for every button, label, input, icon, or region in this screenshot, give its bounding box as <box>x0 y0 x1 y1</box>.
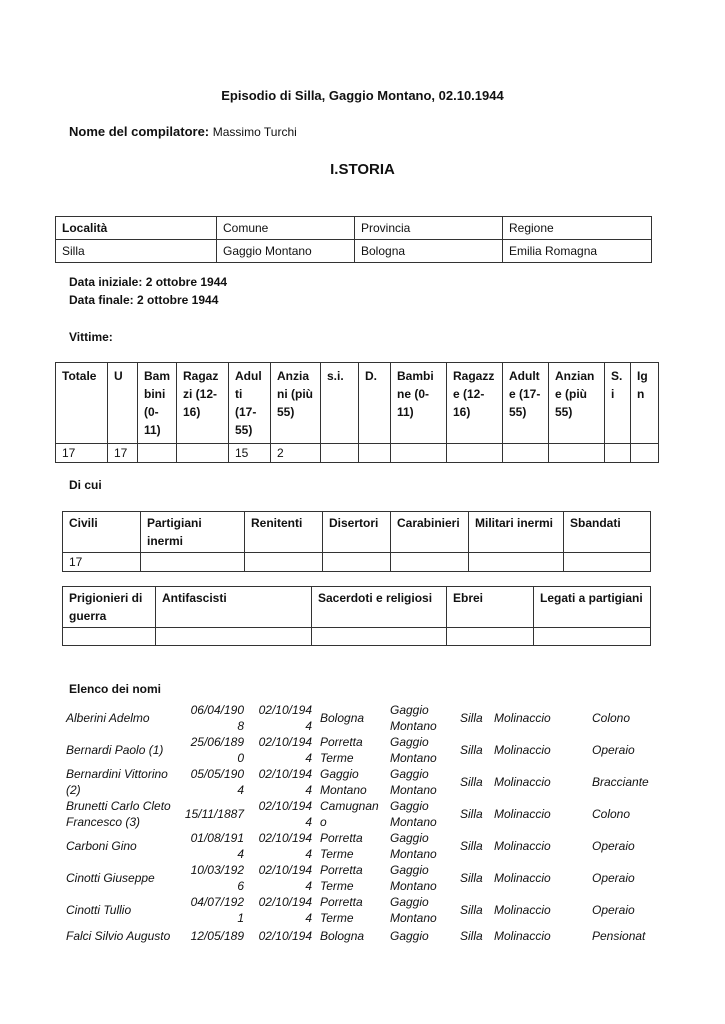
victims-value <box>605 444 631 463</box>
value-regione: Emilia Romagna <box>503 240 652 263</box>
death-date: 02/10/1944 <box>258 767 312 797</box>
dicui-value <box>245 553 323 572</box>
victims-header: U <box>108 363 138 444</box>
value-localita: Silla <box>56 240 217 263</box>
death-date: 02/10/1944 <box>258 831 312 861</box>
death-date: 02/10/1944 <box>258 863 312 893</box>
date-end: Data finale: 2 ottobre 1944 <box>69 293 219 307</box>
victims-header: Anziani (più 55) <box>271 363 321 444</box>
death-date: 02/10/194 <box>258 929 312 943</box>
victims-value: 15 <box>229 444 271 463</box>
table-row <box>62 702 662 734</box>
victims-label: Vittime: <box>69 330 113 344</box>
other-value <box>312 628 447 646</box>
table-row <box>62 926 662 946</box>
comune: Gaggio Montano <box>390 767 437 797</box>
victims-value <box>359 444 391 463</box>
place: Silla <box>460 711 483 725</box>
comune: Gaggio Montano <box>390 895 437 925</box>
locality: Molinaccio <box>494 903 551 917</box>
birthplace: Porretta Terme <box>320 735 363 765</box>
victims-header: D. <box>359 363 391 444</box>
dicui-header: Civili <box>63 512 141 553</box>
dicui-header: Sbandati <box>564 512 651 553</box>
birthplace: Bologna <box>320 929 365 943</box>
occupation: Colono <box>592 807 631 821</box>
victims-header: Adulte (17-55) <box>503 363 549 444</box>
dicui-header: Militari inermi <box>469 512 564 553</box>
birth-date: 06/04/1908 <box>190 703 244 733</box>
header-localita: Località <box>56 217 217 240</box>
occupation: Bracciante <box>592 775 649 789</box>
death-date: 02/10/1944 <box>258 735 312 765</box>
occupation: Operaio <box>592 743 635 757</box>
comune: Gaggio Montano <box>390 735 437 765</box>
section-title: I.STORIA <box>330 161 395 178</box>
victims-value <box>549 444 605 463</box>
victims-header: Totale <box>56 363 108 444</box>
dicui-value <box>564 553 651 572</box>
comune: Gaggio Montano <box>390 831 437 861</box>
date-start: Data iniziale: 2 ottobre 1944 <box>69 275 228 289</box>
names-label: Elenco dei nomi <box>69 682 162 696</box>
comune: Gaggio <box>390 929 429 943</box>
victims-value <box>631 444 659 463</box>
death-date: 02/10/1944 <box>258 799 312 829</box>
place: Silla <box>460 775 483 789</box>
document-title: Episodio di Silla, Gaggio Montano, 02.10.1944 <box>221 88 504 103</box>
other-value <box>156 628 312 646</box>
other-header: Legati a partigiani <box>534 587 651 628</box>
other-table <box>62 586 651 646</box>
header-provincia: Provincia <box>355 217 503 240</box>
dicui-label: Di cui <box>69 478 102 492</box>
birthplace: Porretta Terme <box>320 863 363 893</box>
victims-value <box>503 444 549 463</box>
birth-date: 25/06/1890 <box>190 735 244 765</box>
person-name: Brunetti Carlo Cleto Francesco (3) <box>66 799 171 829</box>
locality: Molinaccio <box>494 929 551 943</box>
birthplace: Bologna <box>320 711 365 725</box>
birth-date: 10/03/1926 <box>190 863 244 893</box>
victims-header: Ragazzi (12-16) <box>177 363 229 444</box>
dicui-table <box>62 511 651 572</box>
compiler-label: Nome del compilatore: <box>69 124 210 139</box>
person-name: Carboni Gino <box>66 839 137 853</box>
locality: Molinaccio <box>494 807 551 821</box>
person-name: Bernardi Paolo (1) <box>66 743 164 757</box>
birth-date: 01/08/1914 <box>190 831 244 861</box>
dicui-value <box>469 553 564 572</box>
table-row <box>62 798 662 830</box>
other-value <box>63 628 156 646</box>
place: Silla <box>460 839 483 853</box>
victims-header: Ign <box>631 363 659 444</box>
place: Silla <box>460 871 483 885</box>
other-value <box>447 628 534 646</box>
other-header: Prigionieri di guerra <box>63 587 156 628</box>
dicui-value <box>323 553 391 572</box>
victims-value <box>447 444 503 463</box>
table-row <box>62 734 662 766</box>
victims-table <box>55 362 659 463</box>
birthplace: Porretta Terme <box>320 831 363 861</box>
comune: Gaggio Montano <box>390 703 437 733</box>
birthplace: Camugnano <box>320 799 379 829</box>
dicui-header: Carabinieri <box>391 512 469 553</box>
birth-date: 05/05/1904 <box>190 767 244 797</box>
occupation: Operaio <box>592 871 635 885</box>
birthplace: Porretta Terme <box>320 895 363 925</box>
place: Silla <box>460 743 483 757</box>
header-regione: Regione <box>503 217 652 240</box>
place: Silla <box>460 807 483 821</box>
death-date: 02/10/1944 <box>258 703 312 733</box>
person-name: Cinotti Tullio <box>66 903 132 917</box>
other-header: Sacerdoti e religiosi <box>312 587 447 628</box>
dicui-value <box>141 553 245 572</box>
victims-value <box>177 444 229 463</box>
victims-value <box>138 444 177 463</box>
birth-date: 04/07/1921 <box>190 895 244 925</box>
birthplace: Gaggio Montano <box>320 767 367 797</box>
occupation: Colono <box>592 711 631 725</box>
other-value <box>534 628 651 646</box>
table-row <box>62 766 662 798</box>
dicui-header: Renitenti <box>245 512 323 553</box>
victims-value: 17 <box>56 444 108 463</box>
person-name: Cinotti Giuseppe <box>66 871 155 885</box>
occupation: Pensionat <box>592 929 646 943</box>
other-header: Antifascisti <box>156 587 312 628</box>
value-comune: Gaggio Montano <box>217 240 355 263</box>
victims-value <box>321 444 359 463</box>
birth-date: 12/05/189 <box>190 929 244 943</box>
compiler-line <box>69 124 297 139</box>
birth-date: 15/11/1887 <box>184 807 244 821</box>
occupation: Operaio <box>592 839 635 853</box>
dicui-header: Partigiani inermi <box>141 512 245 553</box>
occupation: Operaio <box>592 903 635 917</box>
victims-header: Adulti (17-55) <box>229 363 271 444</box>
death-date: 02/10/1944 <box>258 895 312 925</box>
victims-header: s.i. <box>321 363 359 444</box>
victims-value: 17 <box>108 444 138 463</box>
person-name: Falci Silvio Augusto <box>66 929 171 943</box>
dicui-header: Disertori <box>323 512 391 553</box>
locality: Molinaccio <box>494 839 551 853</box>
victims-value <box>391 444 447 463</box>
victims-header: Bambini (0-11) <box>138 363 177 444</box>
victims-header: Ragazze (12-16) <box>447 363 503 444</box>
place: Silla <box>460 903 483 917</box>
names-table <box>62 702 662 946</box>
comune: Gaggio Montano <box>390 863 437 893</box>
table-row <box>62 894 662 926</box>
victims-header: S.i <box>605 363 631 444</box>
header-comune: Comune <box>217 217 355 240</box>
locality: Molinaccio <box>494 711 551 725</box>
locality: Molinaccio <box>494 871 551 885</box>
location-table <box>55 216 652 263</box>
place: Silla <box>460 929 483 943</box>
locality: Molinaccio <box>494 775 551 789</box>
compiler-name: Massimo Turchi <box>212 125 297 139</box>
value-provincia: Bologna <box>355 240 503 263</box>
dicui-value: 17 <box>63 553 141 572</box>
victims-header: Bambine (0-11) <box>391 363 447 444</box>
locality: Molinaccio <box>494 743 551 757</box>
person-name: Bernardini Vittorino (2) <box>66 767 168 797</box>
comune: Gaggio Montano <box>390 799 437 829</box>
person-name: Alberini Adelmo <box>66 711 150 725</box>
dicui-value <box>391 553 469 572</box>
victims-header: Anziane (più 55) <box>549 363 605 444</box>
table-row <box>62 830 662 862</box>
table-row <box>62 862 662 894</box>
victims-value: 2 <box>271 444 321 463</box>
other-header: Ebrei <box>447 587 534 628</box>
